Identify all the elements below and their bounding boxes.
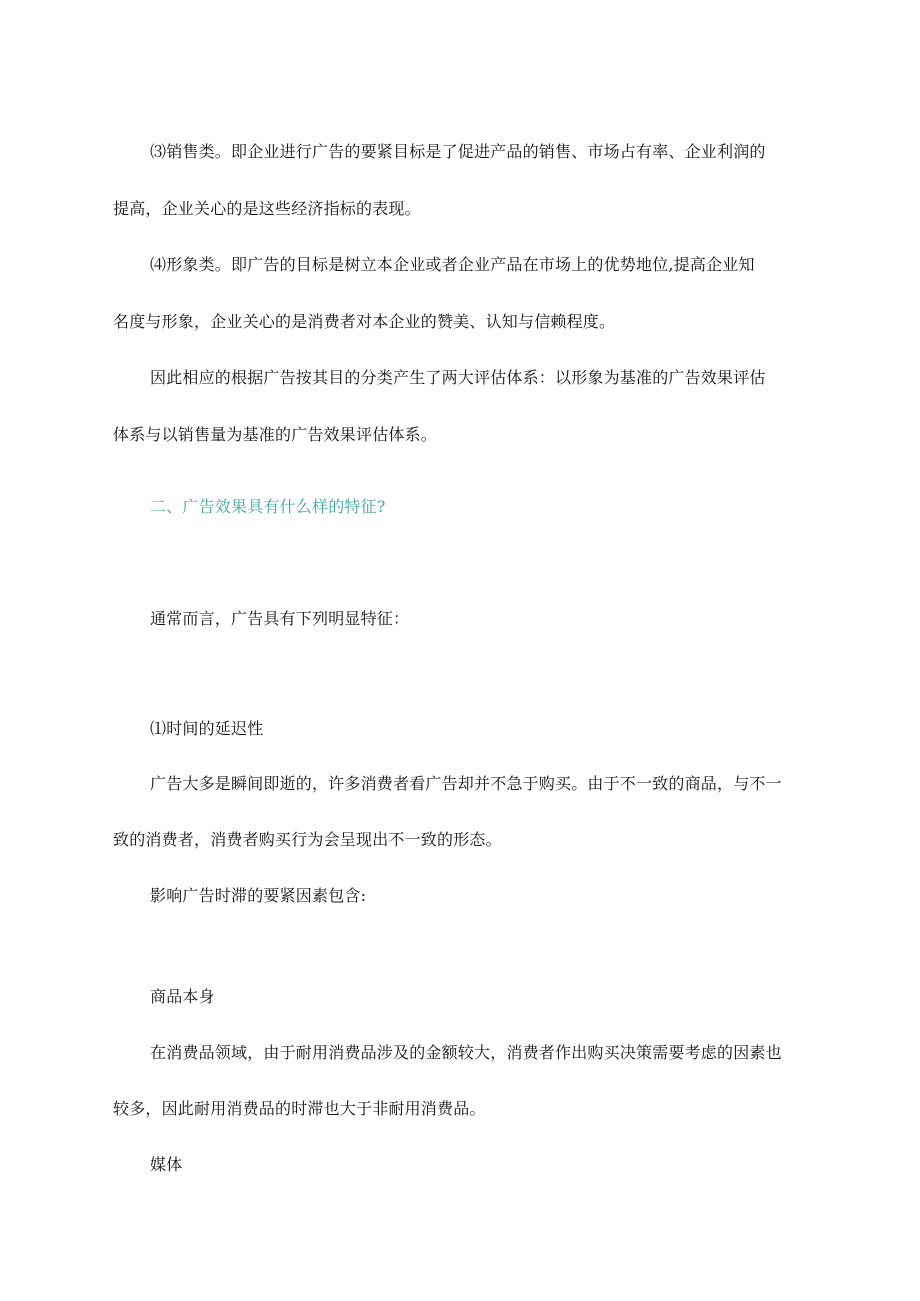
paragraph-delay-factors: 影响广告时滞的要紧因素包含: [150,886,367,905]
subheading-time-delay: ⑴时间的延迟性 [150,719,264,738]
paragraph-durable-goods-line-2: 较多，因此耐用消费品的时滞也大于非耐用消费品。 [113,1099,486,1118]
subheading-product-itself: 商品本身 [150,987,215,1006]
paragraph-evaluation-systems-line-1: 因此相应的根据广告按其目的分类产生了两大评估体系：以形象为基准的广告效果评估 [150,368,766,387]
paragraph-evaluation-systems-line-2: 体系与以销售量为基准的广告效果评估体系。 [113,425,438,444]
paragraph-sales-type-line-1: ⑶销售类。即企业进行广告的要紧目标是了促进产品的销售、市场占有率、企业利润的 [150,142,766,161]
paragraph-image-type-line-1: ⑷形象类。即广告的目标是树立本企业或者企业产品在市场上的优势地位,提高企业知 [150,255,755,274]
paragraph-time-delay-line-1: 广告大多是瞬间即逝的，许多消费者看广告却并不急于购买。由于不一致的商品，与不一 [150,774,782,793]
paragraph-features-intro: 通常而言，广告具有下列明显特征： [150,609,410,628]
section-heading-features: 二、广告效果具有什么样的特征? [150,497,386,516]
paragraph-time-delay-line-2: 致的消费者，消费者购买行为会呈现出不一致的形态。 [113,830,502,849]
paragraph-sales-type-line-2: 提高，企业关心的是这些经济指标的表现。 [113,199,421,218]
subheading-media: 媒体 [150,1155,183,1174]
paragraph-image-type-line-2: 名度与形象，企业关心的是消费者对本企业的赞美、认知与信赖程度。 [113,312,616,331]
paragraph-durable-goods-line-1: 在消费品领域，由于耐用消费品涉及的金额较大，消费者作出购买决策需要考虑的因素也 [150,1043,782,1062]
